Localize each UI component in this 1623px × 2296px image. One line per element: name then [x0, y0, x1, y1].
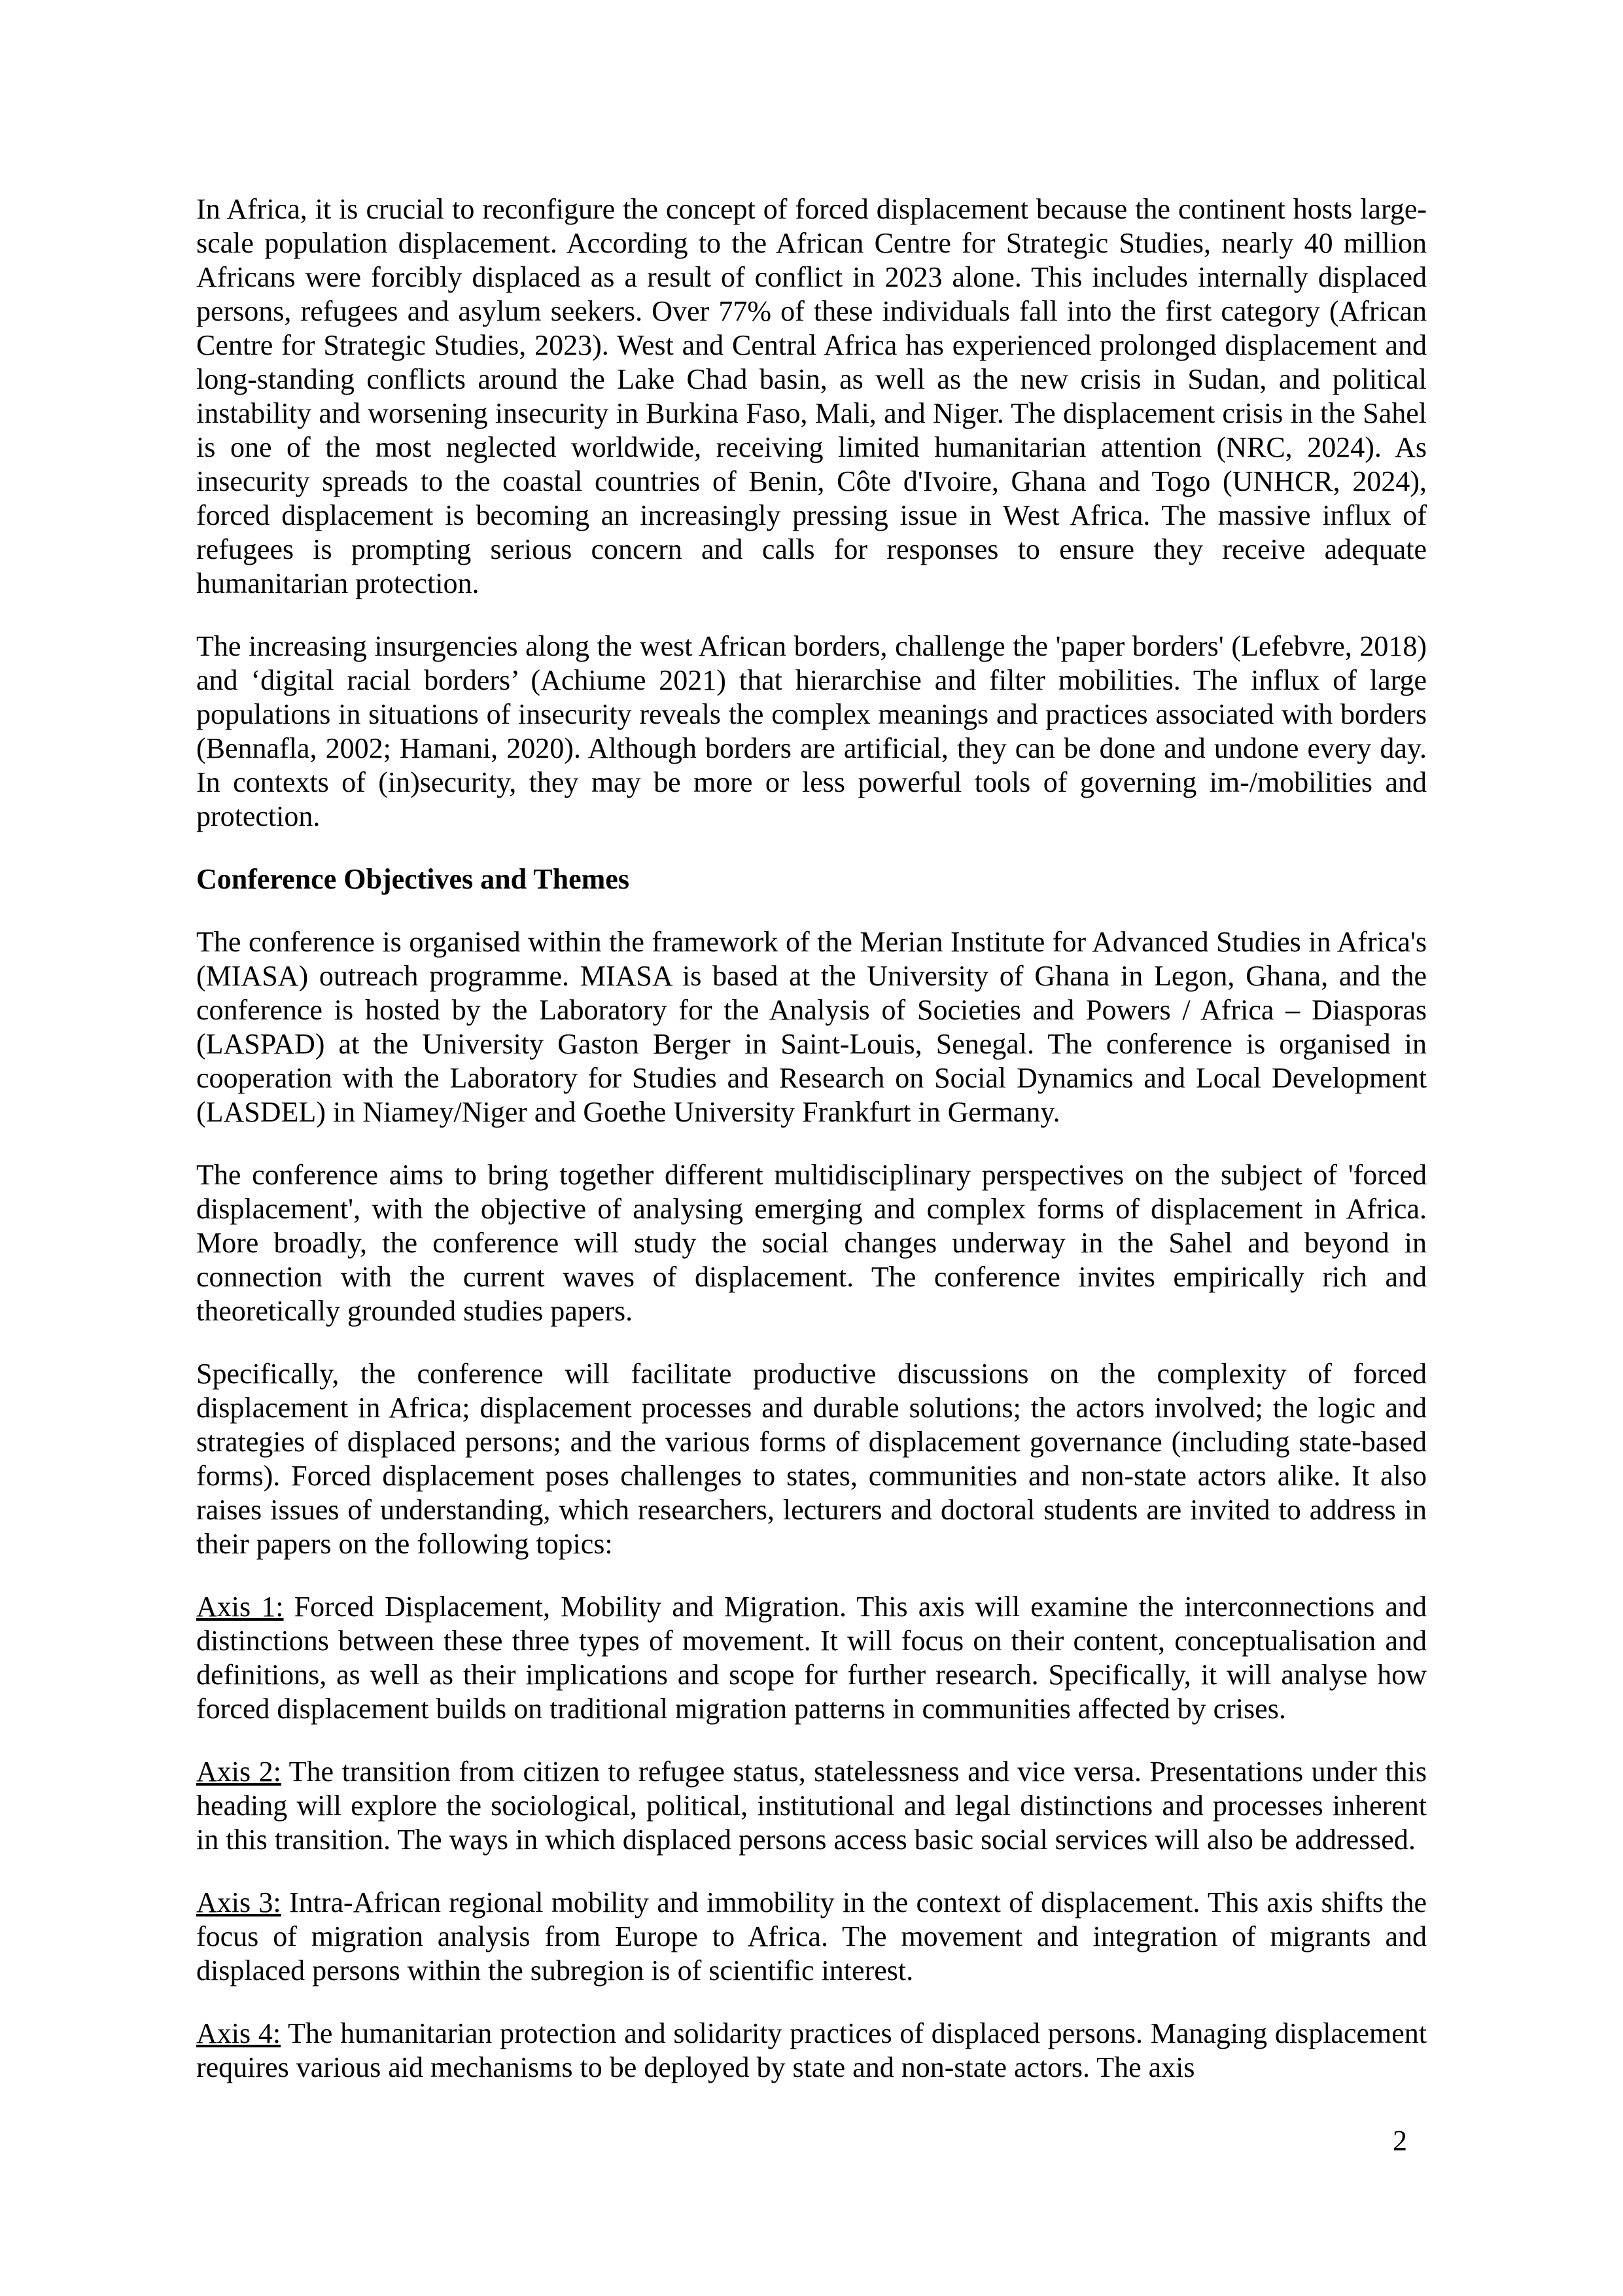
paragraph-text: Conference Objectives and Themes: [196, 863, 629, 895]
axis-paragraph: [196, 1590, 1427, 1726]
paragraph-text: The conference is organised within the framework of the Merian Institute for Advanced Studies in Africa's (MIASA) outreach programme. MIASA is based at the University of Ghana in Legon, Ghana, and the conference is hosted by the Laboratory for the Analysis of Societies and Powers / Africa – Diasporas (LASPAD) at the University Gaston Berger in Saint-Louis, Senegal. The conference is organised in cooperation with the Laboratory for Studies and Research on Social Dynamics and Local Development (LASDEL) in Niamey/Niger and Goethe University Frankfurt in Germany.: [196, 926, 1427, 1128]
paragraph-text: Intra-African regional mobility and immobility in the context of displacement. This axis shifts the focus of migration analysis from Europe to Africa. The movement and integration of migrants and displaced persons within the subregion is of scientific interest.: [196, 1886, 1427, 1987]
body-paragraph: [196, 1357, 1427, 1561]
axis-label: Axis 3:: [196, 1886, 281, 1918]
paragraph-text: In Africa, it is crucial to reconfigure the concept of forced displacement because the continent hosts large-scale population displacement. According to the African Centre for Strategic Studies, nearly 40 million Africans were forcibly displaced as a result of conflict in 2023 alone. This includes internally displaced persons, refugees and asylum seekers. Over 77% of these individuals fall into the first category (African Centre for Strategic Studies, 2023). West and Central Africa has experienced prolonged displacement and long-standing conflicts around the Lake Chad basin, as well as the new crisis in Sudan, and political instability and worsening insecurity in Burkina Faso, Mali, and Niger. The displacement crisis in the Sahel is one of the most neglected worldwide, receiving limited humanitarian attention (NRC, 2024). As insecurity spreads to the coastal countries of Benin, Côte d'Ivoire, Ghana and Togo (UNHCR, 2024), forced displacement is becoming an increasingly pressing issue in West Africa. The massive influx of refugees is prompting serious concern and calls for responses to ensure they receive adequate humanitarian protection.: [196, 193, 1427, 599]
body-paragraph: [196, 925, 1427, 1129]
paragraph-text: The conference aims to bring together different multidisciplinary perspectives on the subject of 'forced displacement', with the objective of analysing emerging and complex forms of displacement in Africa. More broadly, the conference will study the social changes underway in the Sahel and beyond in connection with the current waves of displacement. The conference invites empirically rich and theoretically grounded studies papers.: [196, 1159, 1427, 1327]
axis-paragraph: [196, 1886, 1427, 1988]
paragraph-text: The humanitarian protection and solidarity practices of displaced persons. Managing displacement requires various aid mechanisms to be deployed by state and non-state actors. The axis: [196, 2017, 1427, 2083]
text-column: [196, 192, 1427, 2113]
axis-paragraph: [196, 2017, 1427, 2085]
paragraph-text: The transition from citizen to refugee status, statelessness and vice versa. Presentations under this heading will explore the sociological, political, institutional and legal distinctions and processes inherent in this transition. The ways in which displaced persons access basic social services will also be addressed.: [196, 1756, 1427, 1856]
paragraph-text: Specifically, the conference will facilitate productive discussions on the complexity of forced displacement in Africa; displacement processes and durable solutions; the actors involved; the logic and strategies of displaced persons; and the various forms of displacement governance (including state-based forms). Forced displacement poses challenges to states, communities and non-state actors alike. It also raises issues of understanding, which researchers, lecturers and doctoral students are invited to address in their papers on the following topics:: [196, 1358, 1427, 1560]
body-paragraph: [196, 1158, 1427, 1328]
axis-paragraph: [196, 1755, 1427, 1857]
axis-label: Axis 1:: [196, 1591, 284, 1623]
paragraph-text: The increasing insurgencies along the west African borders, challenge the 'paper borders' (Lefebvre, 2018) and ‘digital racial borders’ (Achiume 2021) that hierarchise and filter mobilities. The influx of large populations in situations of insecurity reveals the complex meanings and practices associated with borders (Bennafla, 2002; Hamani, 2020). Although borders are artificial, they can be done and undone every day. In contexts of (in)security, they may be more or less powerful tools of governing im-/mobilities and protection.: [196, 630, 1427, 832]
page-number: 2: [1393, 2125, 1407, 2157]
paragraph-text: Forced Displacement, Mobility and Migration. This axis will examine the interconnections and distinctions between these three types of movement. It will focus on their content, conceptualisation and definitions, as well as their implications and scope for further research. Specifically, it will analyse how forced displacement builds on traditional migration patterns in communities affected by crises.: [196, 1591, 1427, 1725]
body-paragraph: [196, 192, 1427, 601]
axis-label: Axis 2:: [196, 1756, 281, 1788]
section-heading: [196, 862, 1427, 896]
axis-label: Axis 4:: [196, 2017, 281, 2049]
body-paragraph: [196, 629, 1427, 834]
